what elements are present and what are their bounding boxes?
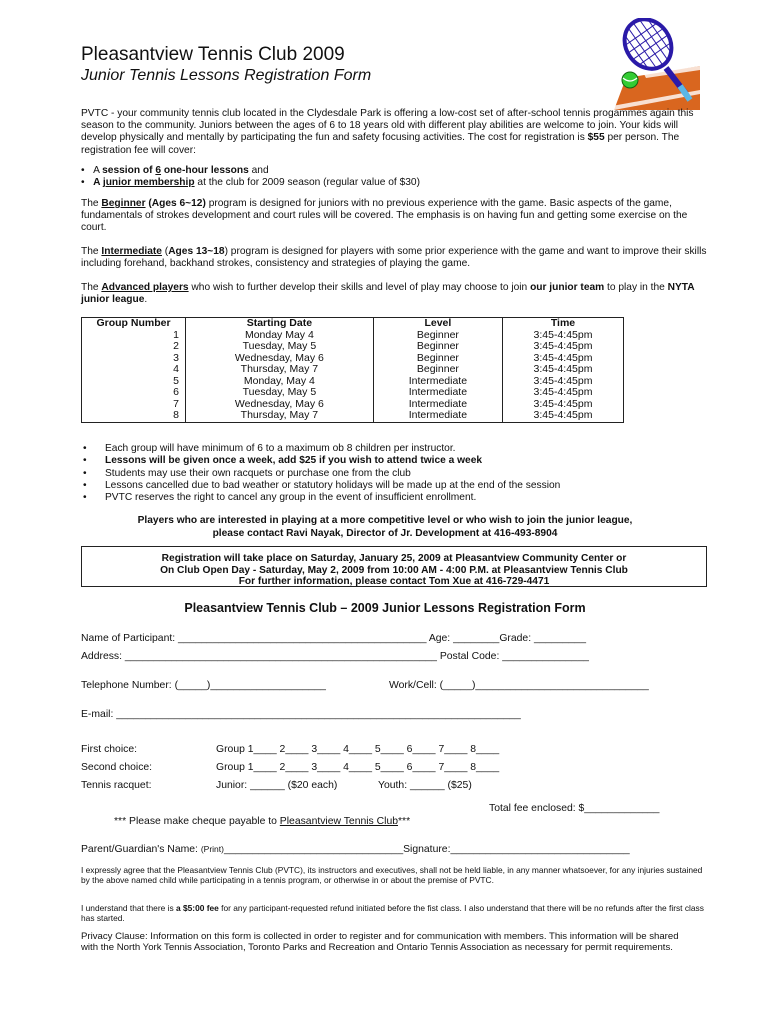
table-cell: 8: [82, 410, 186, 422]
refund-policy: I understand that there is a $5:00 fee for any participant-requested refund initiated before the fist class. I also understand that there will be no refunds after the first class has started.: [81, 903, 704, 923]
fee-covers-list: [81, 165, 420, 190]
column-header: Group Number: [82, 318, 186, 330]
list-item: • Lessons cancelled due to bad weather or statutory holidays will be made up at the end of the session: [83, 479, 561, 491]
table-cell: 3:45-4:45pm: [503, 353, 624, 365]
list-item: • Lessons will be given once a week, add $25 if you wish to attend twice a week: [83, 455, 483, 467]
table-cell: Tuesday, May 5: [186, 387, 374, 399]
first-choice-label: First choice:: [81, 744, 138, 755]
intermediate-paragraph: The Intermediate (Ages 13~18) program is designed for players with some prior experience with the game and want to improve their skills including forehand, backhand strokes, consistency and strategies of playing the game.: [81, 246, 707, 270]
cheque-note: *** Please make cheque payable to Pleasantview Tennis Club***: [114, 816, 411, 827]
table-cell: 7: [82, 399, 186, 411]
racquet-junior-field[interactable]: Junior: ______ ($20 each): [216, 780, 338, 791]
telephone-field[interactable]: Telephone Number: (_____)____________________: [81, 680, 326, 691]
second-choice-label: Second choice:: [81, 762, 153, 773]
second-choice-groups[interactable]: Group 1____ 2____ 3____ 4____ 5____ 6____ 7____ 8____: [216, 762, 500, 773]
table-cell: Intermediate: [373, 376, 502, 388]
total-fee-field[interactable]: Total fee enclosed: $_____________: [489, 803, 660, 814]
racquet-youth-field[interactable]: Youth: ______ ($25): [378, 780, 472, 791]
tennis-racket-ball-icon: [604, 18, 700, 110]
table-cell: 3:45-4:45pm: [503, 376, 624, 388]
column-header: Level: [373, 318, 502, 330]
table-header-row: [82, 318, 624, 330]
email-field[interactable]: E-mail: ______________________________________________________________________: [81, 709, 521, 720]
liability-waiver: I expressly agree that the Pleasantview Tennis Club (PVTC), its instructors and executives, shall not be held liable, in any manner whatsoever, for any injuries sustained by the above named child while participating in a tennis program, or otherwise in or about the premise of PVTC.: [81, 865, 703, 885]
table-row: [82, 364, 624, 376]
list-item: • Each group will have minimum of 6 to a maximum ob 8 children per instructor.: [83, 443, 456, 454]
address-field[interactable]: Address: ______________________________________________________ Postal Code: _______________: [81, 651, 589, 662]
table-row: [82, 410, 624, 422]
table-cell: 4: [82, 364, 186, 376]
table-cell: Tuesday, May 5: [186, 341, 374, 353]
column-header: Time: [503, 318, 624, 330]
intro-paragraph: PVTC - your community tennis club located in the Clydesdale Park is offering a low-cost set of after-school tennis progammes again this season to the community. Juniors between the ages of 6 to 18 years old with different play abilities are welcome to join. Your kids will develop physically and mentally by participating the fun and safety focusing activities. The cost for registration is $55 per person. The registration fee will cover:: [81, 108, 694, 156]
table-cell: 3:45-4:45pm: [503, 364, 624, 376]
first-choice-groups[interactable]: Group 1____ 2____ 3____ 4____ 5____ 6____ 7____ 8____: [216, 744, 500, 755]
table-cell: 5: [82, 376, 186, 388]
table-cell: Intermediate: [373, 399, 502, 411]
table-cell: 3: [82, 353, 186, 365]
advanced-paragraph: The Advanced players who wish to further develop their skills and level of play may choose to join our junior team to play in the NYTA junior league.: [81, 282, 695, 306]
table-cell: Beginner: [373, 353, 502, 365]
table-cell: 3:45-4:45pm: [503, 341, 624, 353]
table-cell: Intermediate: [373, 387, 502, 399]
table-row: [82, 341, 624, 353]
tennis-racquet-label: Tennis racquet:: [81, 780, 152, 791]
form-title: Pleasantview Tennis Club – 2009 Junior Lessons Registration Form: [184, 601, 586, 615]
table-cell: Wednesday, May 6: [186, 399, 374, 411]
schedule-table: [81, 317, 624, 423]
list-item: • A session of 6 one-hour lessons and: [81, 165, 269, 176]
notes-list: [81, 443, 560, 504]
privacy-clause: Privacy Clause: Information on this form is collected in order to register and for communication with members. This information will be shared with the North York Tennis Association, Toronto Parks and Recreation and Ontario Tennis Association as necessary for permit requirements.: [81, 931, 679, 954]
table-cell: 1: [82, 330, 186, 342]
table-cell: Monday, May 4: [186, 376, 374, 388]
table-cell: Monday May 4: [186, 330, 374, 342]
registration-info-box: Registration will take place on Saturday, January 25, 2009 at Pleasantview Community Center or On Club Open Day - Saturday, May 2, 2009 from 10:00 AM - 4:00 P.M. at Pleasantview Tennis Club For further information, please contact Tom Xue at 416-729-4471: [81, 546, 707, 587]
work-cell-field[interactable]: Work/Cell: (_____)______________________________: [389, 680, 649, 691]
participant-name-field[interactable]: Name of Participant: ___________________________________________ Age: ________Grade: _________: [81, 633, 586, 644]
table-cell: 3:45-4:45pm: [503, 410, 624, 422]
table-cell: Beginner: [373, 364, 502, 376]
table-cell: Beginner: [373, 341, 502, 353]
column-header: Starting Date: [186, 318, 374, 330]
beginner-paragraph: The Beginner (Ages 6~12) program is designed for juniors with no previous experience with the game. Basic aspects of the game, fundamentals of strokes development and court rules will be covered. The emphasis is on having fun and getting some exercise on the court.: [81, 198, 688, 234]
parent-name-field[interactable]: Parent/Guardian's Name: (Print)_______________________________Signature:_______________________________: [81, 844, 630, 855]
table-cell: 3:45-4:45pm: [503, 387, 624, 399]
list-item: • Students may use their own racquets or purchase one from the club: [83, 467, 411, 479]
table-cell: Beginner: [373, 330, 502, 342]
table-cell: Thursday, May 7: [186, 364, 374, 376]
table-cell: 3:45-4:45pm: [503, 330, 624, 342]
page-subtitle: Junior Tennis Lessons Registration Form: [81, 67, 372, 84]
table-cell: Intermediate: [373, 410, 502, 422]
table-cell: 6: [82, 387, 186, 399]
list-item: • A junior membership at the club for 2009 season (regular value of $30): [81, 177, 420, 189]
table-cell: 3:45-4:45pm: [503, 399, 624, 411]
table-cell: 2: [82, 341, 186, 353]
page-title: Pleasantview Tennis Club 2009: [81, 44, 345, 65]
competitive-contact: Players who are interested in playing at a more competitive level or who wish to join the junior league, please contact Ravi Nayak, Director of Jr. Development at 416-493-8904: [137, 515, 633, 539]
table-cell: Wednesday, May 6: [186, 353, 374, 365]
table-row: [82, 387, 624, 399]
table-cell: Thursday, May 7: [186, 410, 374, 422]
list-item: • PVTC reserves the right to cancel any group in the event of insufficient enrollment.: [83, 492, 477, 504]
